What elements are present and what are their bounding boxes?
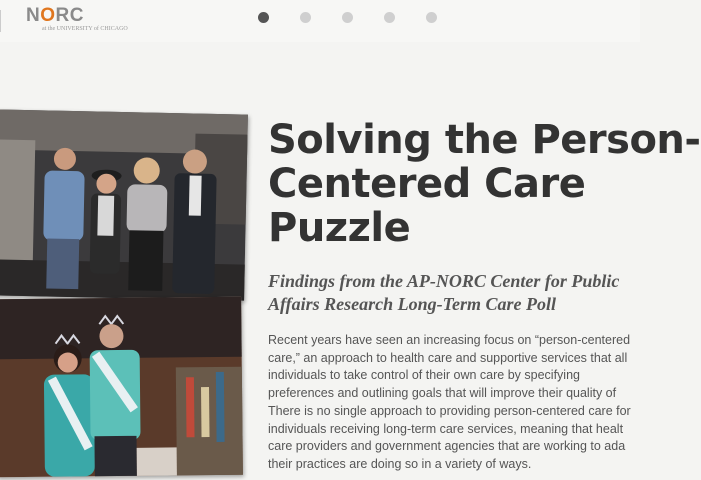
article-subtitle: Findings from the AP-NORC Center for Public Affairs Research Long-Term Care Poll bbox=[268, 271, 620, 314]
norc-logo[interactable] bbox=[26, 6, 128, 33]
slide-pagination bbox=[258, 12, 437, 23]
slide-dot-5[interactable] bbox=[426, 12, 437, 23]
group-photo-icon bbox=[0, 109, 248, 300]
divider bbox=[0, 10, 1, 32]
group-photo-1 bbox=[0, 109, 248, 300]
slide-dot-3[interactable] bbox=[342, 12, 353, 23]
slide-dot-2[interactable] bbox=[300, 12, 311, 23]
article-body: Recent years have seen an increasing focus on “person-centered care,” an approach to health care and supportive services that all individuals to take control of their own care by specifying preferences and outlining goals that will improve their quality of There is no single approach to providing person-centered care for individuals receiving long-term care services, meaning that healt care providers and government agencies that are working to ada their practices are doing so in a variety of ways. bbox=[268, 333, 631, 471]
article-title: Solving the Person- Centered Care Puzzle bbox=[268, 117, 701, 251]
group-photo-icon bbox=[0, 297, 243, 478]
slide-dot-4[interactable] bbox=[384, 12, 395, 23]
slide-dot-1[interactable] bbox=[258, 12, 269, 23]
header-bar bbox=[0, 0, 640, 42]
logo-wordmark: NORC bbox=[26, 5, 84, 26]
group-photo-2 bbox=[0, 297, 243, 478]
logo-subtext: at the UNIVERSITY of CHICAGO bbox=[42, 26, 128, 32]
